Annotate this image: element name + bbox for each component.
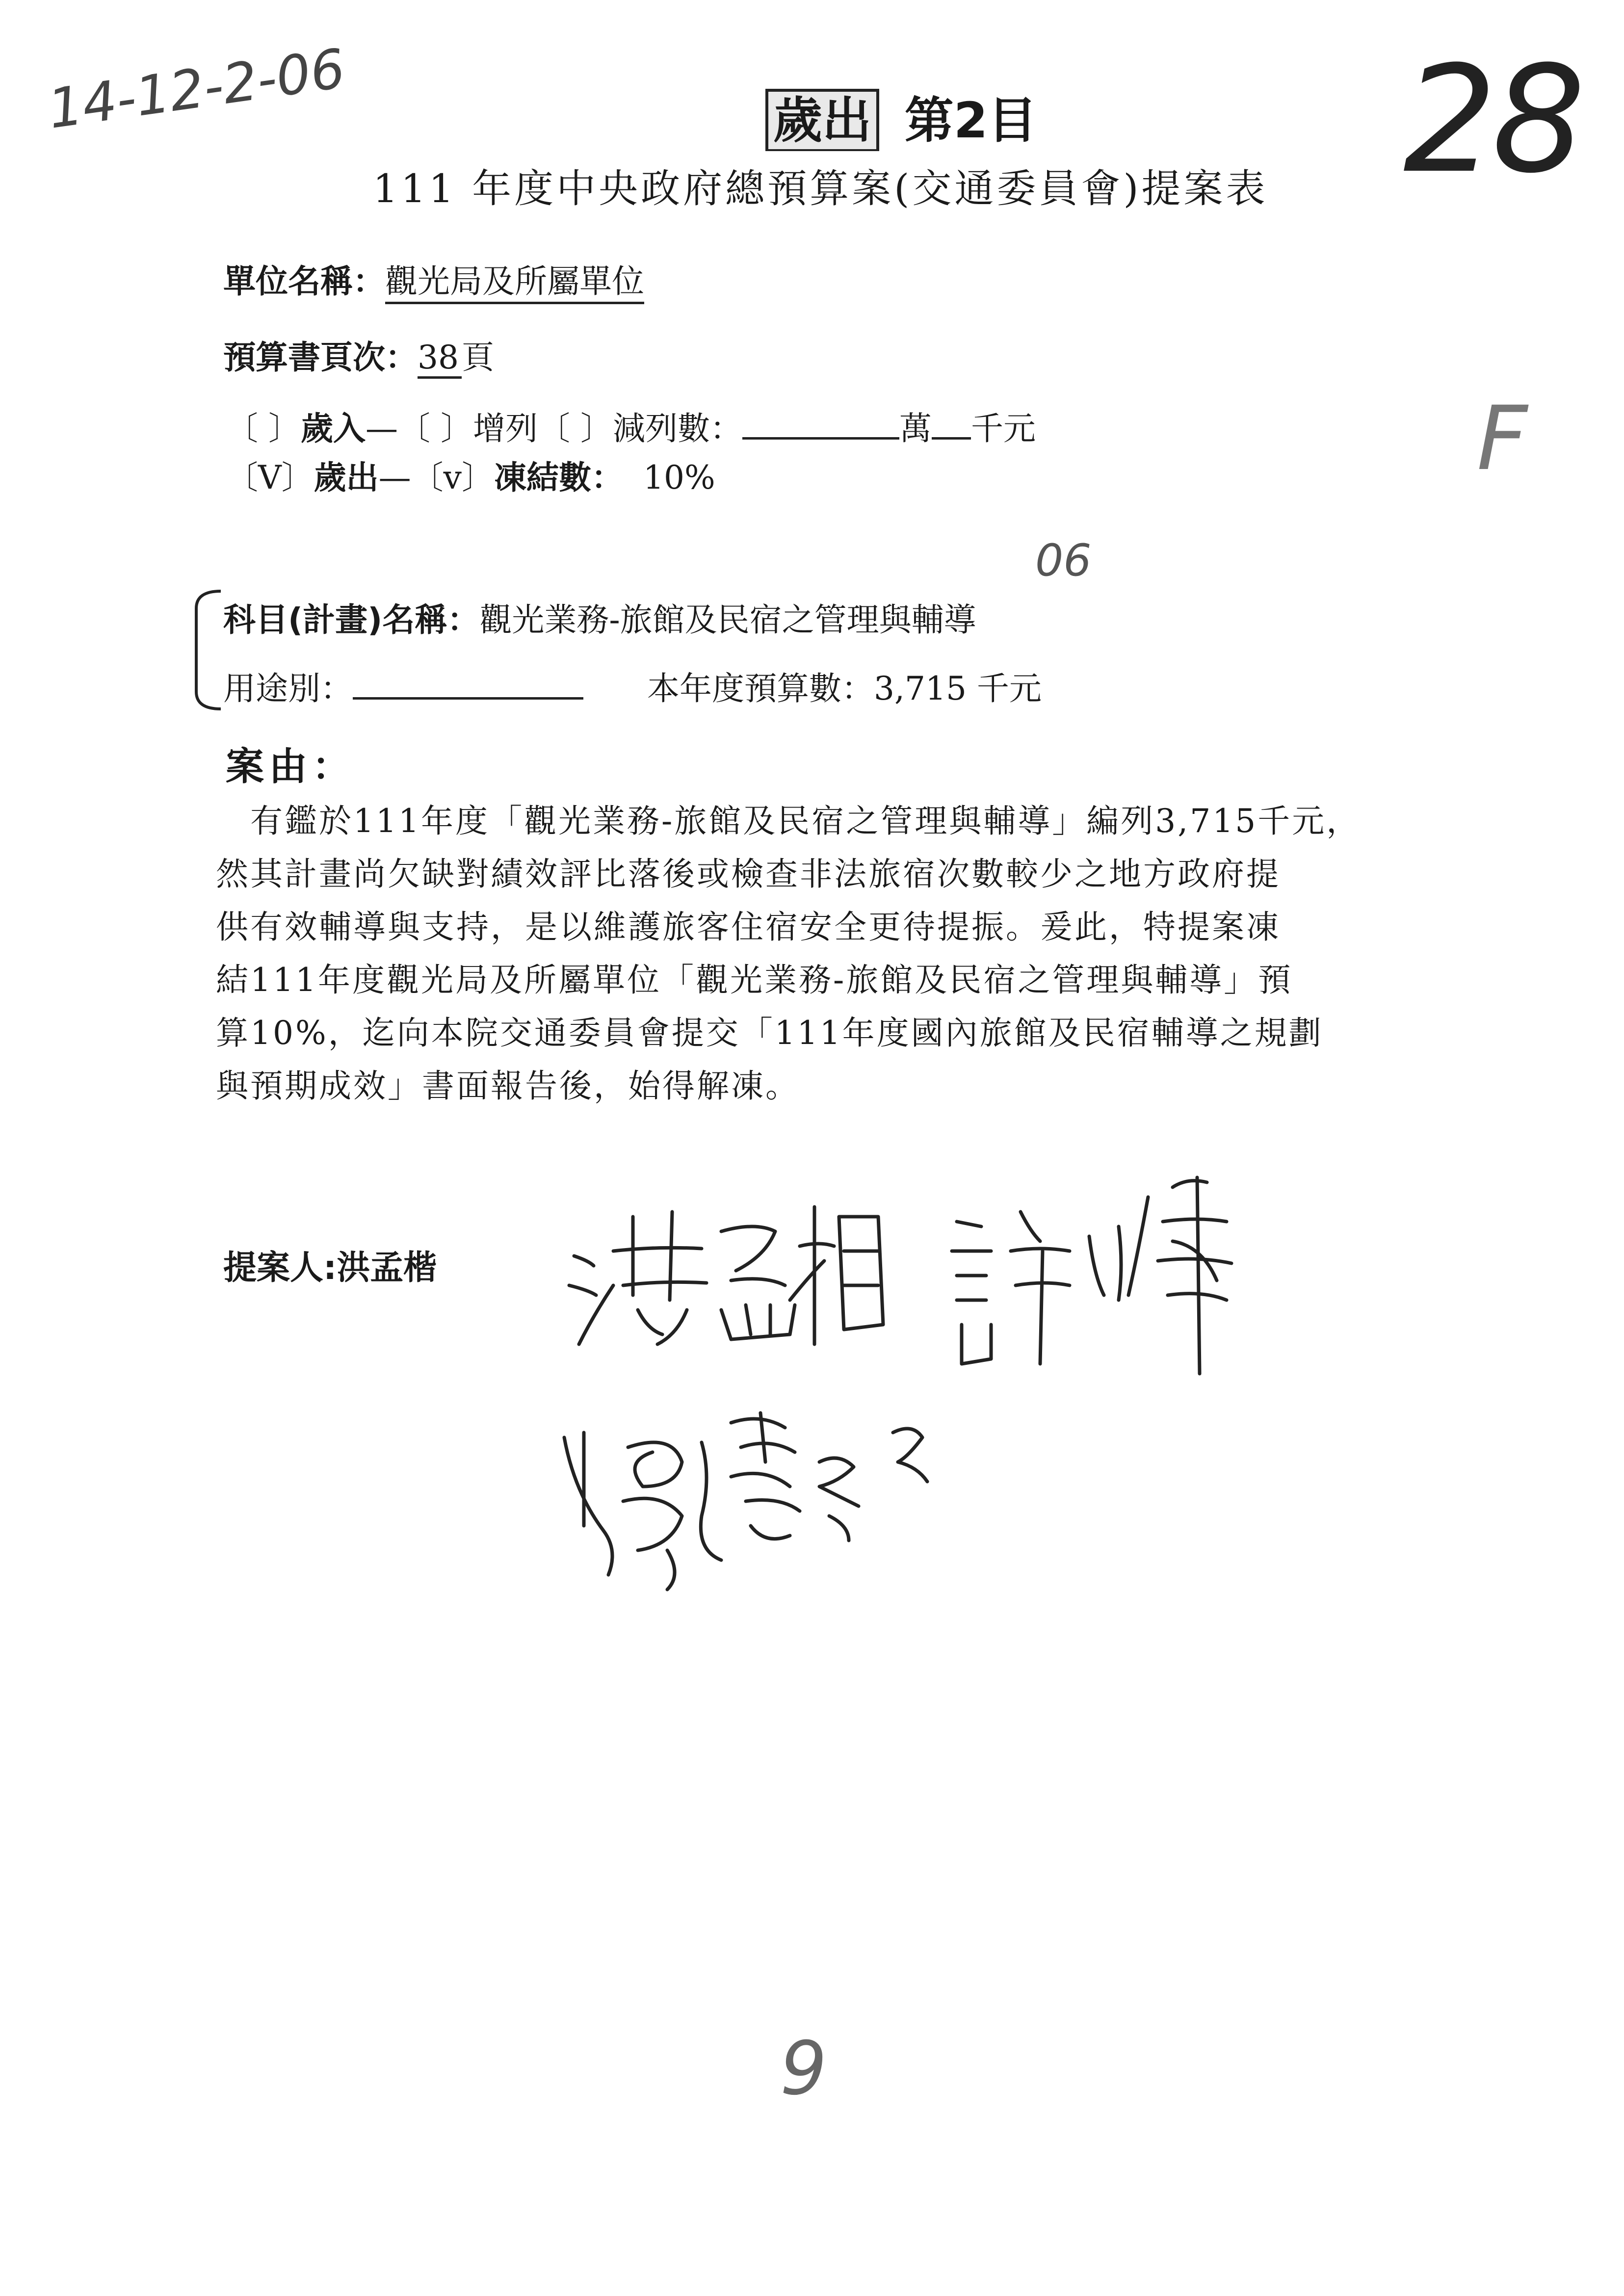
- revenue-unit-wan: 萬: [899, 410, 932, 447]
- usage-blank: [353, 665, 583, 700]
- subject-row: [223, 594, 976, 640]
- reason-line: 算10%，迄向本院交通委員會提交「111年度國內旅館及民宿輔導之規劃: [216, 1014, 1323, 1052]
- revenue-label: 歲入: [300, 410, 366, 447]
- budget-value: 3,715 千元: [874, 670, 1042, 707]
- revenue-rest: —〔 〕增列〔 〕減列數：: [365, 410, 742, 447]
- budget-page-row: [223, 331, 494, 379]
- proposer-label: 提案人:: [223, 1249, 337, 1287]
- revenue-checkbox: 〔 〕: [226, 410, 301, 447]
- reason-line: 供有效輔導與支持，是以維護旅客住宿安全更待提振。爰此，特提案凍: [216, 908, 1281, 946]
- expense-row: [226, 451, 715, 498]
- usage-label: 用途別：: [223, 670, 353, 707]
- page-number-handwritten: 28: [1403, 34, 1581, 206]
- unit-value: 觀光局及所屬單位: [385, 255, 644, 304]
- subject-label: 科目(計畫)名稱：: [223, 601, 480, 639]
- expense-checkbox: 〔V〕: [226, 459, 314, 496]
- revenue-unit-k: 千元: [970, 410, 1036, 447]
- proposer-name: 洪孟楷: [337, 1249, 437, 1287]
- unit-label: 單位名稱：: [223, 262, 385, 300]
- expense-dash: —〔v〕: [378, 459, 494, 496]
- expense-label: 歲出: [314, 459, 379, 496]
- freeze-value: 10%: [643, 459, 715, 496]
- margin-mark: F: [1477, 388, 1528, 490]
- reason-line: 有鑑於111年度「觀光業務-旅館及民宿之管理與輔導」編列3,715千元，: [216, 802, 1361, 840]
- date-stamp: 14-12-2-06: [44, 37, 349, 141]
- reason-line: 結111年度觀光局及所屬單位「觀光業務-旅館及民宿之管理與輔導」預: [216, 961, 1293, 999]
- subject-value: 觀光業務-旅館及民宿之管理與輔導: [479, 601, 976, 639]
- budget-page-value: 38: [418, 339, 462, 379]
- category-line: [765, 81, 1037, 152]
- revenue-amount-blank: [742, 405, 899, 440]
- signature-2: [942, 1168, 1246, 1379]
- freeze-label: 凍結數：: [494, 459, 624, 496]
- budget-page-suffix: 頁: [462, 339, 494, 376]
- reason-paragraph: [216, 795, 1361, 1113]
- budget-label: 本年度預算數：: [647, 670, 874, 707]
- page-title: 111 年度中央政府總預算案(交通委員會)提案表: [373, 166, 1268, 211]
- usage-row: [223, 662, 1042, 709]
- proposer-row: [223, 1241, 437, 1289]
- reason-heading: 案由：: [226, 745, 356, 789]
- reason-line: 與預期成效」書面報告後，始得解凍。: [216, 1067, 800, 1105]
- revenue-row: [226, 402, 1036, 449]
- category-number: 第2目: [904, 92, 1037, 149]
- signature-1: [559, 1187, 893, 1354]
- subject-mark: 06: [1035, 535, 1092, 586]
- unit-row: [223, 255, 644, 304]
- category-boxed: 歲出: [765, 89, 879, 151]
- budget-page-label: 預算書頁次：: [223, 339, 418, 376]
- reason-line: 然其計畫尚欠缺對績效評比落後或檢查非法旅宿次數較少之地方政府提: [216, 855, 1281, 893]
- subject-bracket: [186, 589, 226, 711]
- signature-3: [554, 1403, 937, 1599]
- revenue-amount-blank-2: [932, 405, 971, 440]
- bottom-page-number: 9: [780, 2026, 827, 2112]
